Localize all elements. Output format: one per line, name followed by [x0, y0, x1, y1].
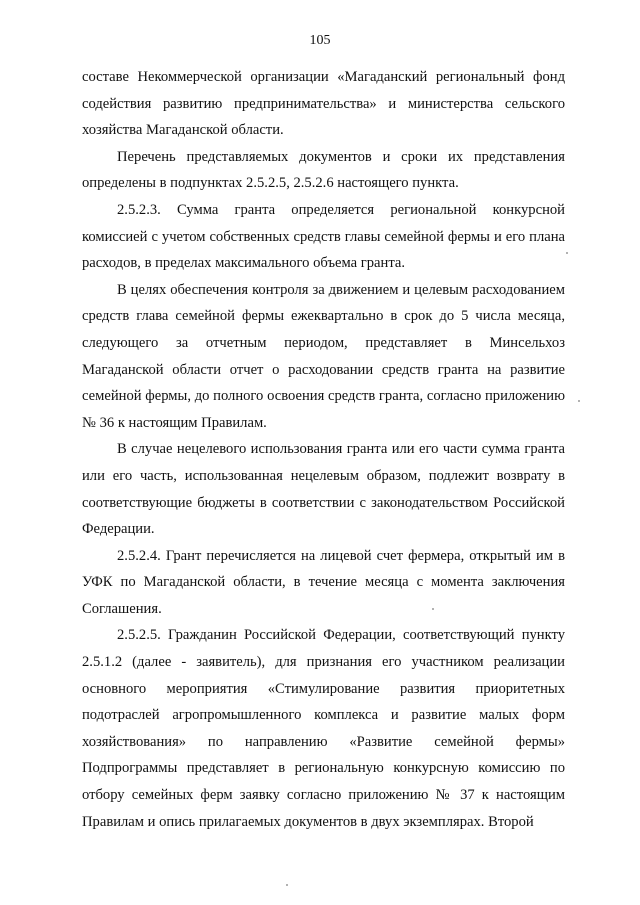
document-body: [82, 64, 565, 835]
page-number: 105: [309, 33, 331, 48]
paragraph: 2.5.2.3. Сумма гранта определяется региональной конкурсной комиссией с учетом собственных средств главы семейной фермы и его плана расходов, в пределах максимального объема гранта.: [82, 201, 565, 272]
paragraph: В случае нецелевого использования гранта или его части сумма гранта или его часть, использованная нецелевым образом, подлежит возврату в соответствующие бюджеты в соответствии с законодательством Российской Федерации.: [82, 441, 565, 538]
scan-speck: [566, 252, 568, 254]
paragraph: составе Некоммерческой организации «Магаданский региональный фонд содействия развитию предпринимательства» и министерства сельского хозяйства Магаданской области.: [82, 69, 565, 139]
paragraph: 2.5.2.4. Грант перечисляется на лицевой счет фермера, открытый им в УФК по Магаданской области, в течение месяца с момента заключения Соглашения.: [82, 547, 565, 617]
paragraph: В целях обеспечения контроля за движением и целевым расходованием средств глава семейной фермы ежеквартально в срок до 5 числа месяца, следующего за отчетным периодом, представляет в Минсельхоз Магаданской области отчет о расходовании средств гранта на развитие семейной фермы, до полного освоения средств гранта, согласно приложению № 36 к настоящим Правилам.: [82, 281, 565, 431]
paragraph: 2.5.2.5. Гражданин Российской Федерации, соответствующий пункту 2.5.1.2 (далее - заявитель), для признания его участником реализации основного мероприятия «Стимулирование развития приоритетных подотраслей агропромышленного комплекса и развитие малых форм хозяйствования» по направлению «Развитие семейной фермы» Подпрограммы представляет в региональную конкурсную комиссию по отбору семейных ферм заявку согласно приложению № 37 к настоящим Правилам и опись прилагаемых документов в двух экземплярах. Второй: [82, 627, 565, 830]
scan-speck: [286, 884, 288, 886]
paragraph: Перечень представляемых документов и сроки их представления определены в подпунктах 2.5.2.5, 2.5.2.6 настоящего пункта.: [82, 148, 565, 192]
scan-speck: [578, 400, 580, 402]
scan-speck: [432, 608, 434, 610]
